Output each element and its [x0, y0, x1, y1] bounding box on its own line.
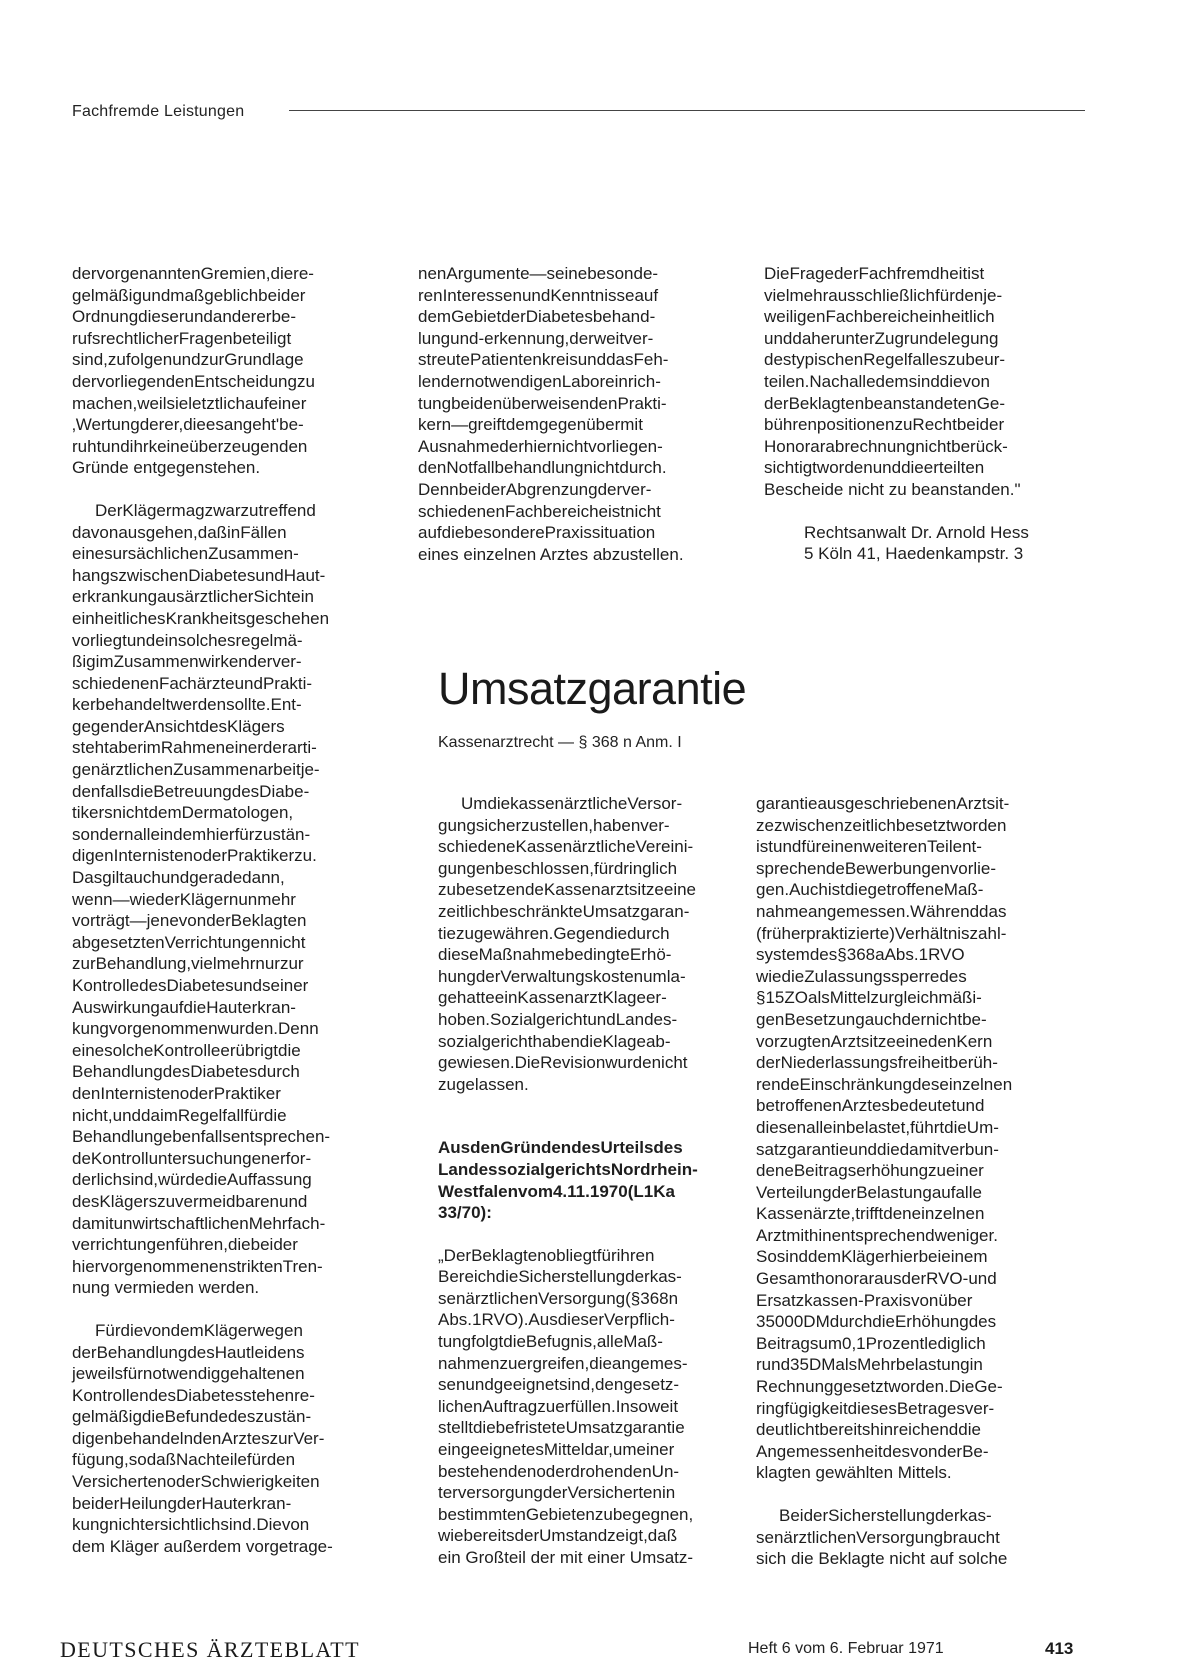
- text-line: gegenderAnsichtdesKlägers: [72, 716, 285, 736]
- text-line: AusdenGründendesUrteilsdes: [438, 1138, 683, 1158]
- text-line: gungenbeschlossen,fürdringlich: [438, 858, 678, 878]
- text-line: aufdiebesonderePraxissituation: [418, 523, 656, 543]
- text-line: Bescheide nicht zu beanstanden.": [764, 479, 1021, 499]
- text-line: eines einzelnen Arztes abzustellen.: [418, 544, 684, 564]
- text-line: digenInternistenoderPraktikerzu.: [72, 846, 317, 866]
- text-line: nahmenzuergreifen,dieangemes-: [438, 1353, 688, 1373]
- text-line: diesenalleinbelastet,führtdieUm-: [756, 1117, 999, 1137]
- column-1-para-2: [72, 500, 390, 1299]
- text-line: Beitragsum0,1Prozentlediglich: [756, 1333, 986, 1353]
- text-line: derlichsind,würdedieAuffassung: [72, 1170, 312, 1190]
- text-line: DieFragederFachfremdheitist: [764, 264, 985, 283]
- article-subtitle: Kassenarztrecht — § 368 n Anm. I: [438, 734, 682, 751]
- text-line: senärztlichenVersorgungbraucht: [756, 1527, 1000, 1547]
- text-line: schiedenenFachbereicheistnicht: [418, 501, 661, 521]
- text-line: erkrankungausärztlicherSichtein: [72, 587, 314, 607]
- column-3: [764, 263, 1085, 565]
- text-line: davonausgehen,daßinFällen: [72, 522, 287, 542]
- text-line: 33/70):: [438, 1203, 492, 1223]
- text-line: BeiderSicherstellungderkas-: [779, 1506, 992, 1525]
- text-line: SosinddemKlägerhierbeieinem: [756, 1247, 988, 1267]
- text-line: denNotfallbehandlungnichtdurch.: [418, 458, 667, 478]
- text-line: sind,zufolgenundzurGrundlage: [72, 350, 304, 370]
- text-line: fügung,sodaßNachteilefürden: [72, 1450, 296, 1470]
- header-rule: [289, 110, 1085, 111]
- column-1-para-1: [72, 263, 390, 479]
- text-line: damitunwirtschaftlichenMehrfach-: [72, 1213, 326, 1233]
- text-line: tiezugewähren.Gegendiedurch: [438, 923, 670, 943]
- text-line: satzgarantieunddiedamitverbun-: [756, 1139, 999, 1159]
- text-line: gewiesen.DieRevisionwurdenicht: [438, 1053, 688, 1073]
- article-intro: [438, 793, 736, 1095]
- text-line: bestehendenoderdrohendenUn-: [438, 1461, 680, 1481]
- text-line: vorträgt—jenevonderBeklagten: [72, 911, 307, 931]
- text-line: streutePatientenkreisunddasFeh-: [418, 350, 669, 370]
- text-line: terversorgungderVersichertenin: [438, 1483, 676, 1503]
- column-2: [418, 263, 734, 565]
- ruling-quote: [438, 1245, 736, 1569]
- text-line: sozialgerichthabendieKlageab-: [438, 1031, 671, 1051]
- text-line: AngemessenheitdesvonderBe-: [756, 1441, 989, 1461]
- text-line: eingeeignetesMitteldar,umeiner: [438, 1440, 675, 1460]
- text-line: derNiederlassungsfreiheitberüh-: [756, 1053, 998, 1073]
- text-line: zurBehandlung,vielmehrnurzur: [72, 954, 304, 974]
- text-line: hungderVerwaltungskostenumla-: [438, 966, 686, 986]
- text-line: VerteilungderBelastungaufalle: [756, 1182, 982, 1202]
- text-line: rund35DMalsMehrbelastungin: [756, 1355, 983, 1375]
- text-line: destypischenRegelfalleszubeur-: [764, 350, 1006, 370]
- text-line: KontrollendesDiabetesstehenre-: [72, 1385, 315, 1405]
- text-line: 5 Köln 41, Haedenkampstr. 3: [804, 544, 1024, 564]
- text-line: demGebietderDiabetesbehand-: [418, 307, 656, 327]
- text-line: LandessozialgerichtsNordrhein-: [438, 1159, 698, 1179]
- text-line: ringfügigkeitdiesesBetragesver-: [756, 1398, 995, 1418]
- text-line: hiervorgenommenenstriktenTren-: [72, 1256, 323, 1276]
- text-line: sondernalleindemhierfürzustän-: [72, 824, 311, 844]
- text-line: §15ZOalsMittelzurgleichmäßi-: [756, 988, 982, 1008]
- text-line: tungfolgtdieBefugnis,alleMaß-: [438, 1332, 663, 1352]
- text-line: Dasgiltauchundgeradedann,: [72, 868, 285, 888]
- text-line: gelmäßigundmaßgeblichbeider: [72, 285, 306, 305]
- text-line: UmdiekassenärztlicheVersor-: [461, 794, 683, 813]
- text-line: stelltdiebefristeteUmsatzgarantie: [438, 1418, 685, 1438]
- column-2-text: [418, 263, 734, 565]
- column-1-para-3: [72, 1320, 390, 1558]
- text-line: rufsrechtlicherFragenbeteiligt: [72, 328, 292, 348]
- text-line: abgesetztenVerrichtungennicht: [72, 932, 306, 952]
- text-line: deutlichtbereitshinreichenddie: [756, 1420, 981, 1440]
- text-line: denInternistenoderPraktiker: [72, 1083, 281, 1103]
- text-line: wiebereitsderUmstandzeigt,daß: [438, 1526, 678, 1546]
- text-line: Abs.1RVO).AusdieserVerpflich-: [438, 1310, 675, 1330]
- text-line: stehtaberimRahmeneinerderarti-: [72, 738, 317, 758]
- text-line: Ordnungdieserundandererbe-: [72, 307, 297, 327]
- text-line: tungbeidenüberweisendenPrakti-: [418, 393, 667, 413]
- text-line: FürdievondemKlägerwegen: [95, 1320, 303, 1340]
- text-line: denfallsdieBetreuungdesDiabe-: [72, 781, 310, 801]
- text-line: ein Großteil der mit einer Umsatz-: [438, 1548, 694, 1567]
- text-line: ruhtundihrkeineüberzeugenden: [72, 436, 308, 456]
- text-line: tikersnichtdemDermatologen,: [72, 803, 294, 823]
- column-5-para-2: [756, 1505, 1076, 1570]
- text-line: gelmäßigdieBefundedeszustän-: [72, 1407, 312, 1427]
- text-line: wenn—wiederKlägernunmehr: [72, 889, 296, 909]
- text-line: systemdes§368aAbs.1RVO: [756, 945, 965, 965]
- text-line: lichenAuftragzuerfüllen.Insoweit: [438, 1396, 679, 1416]
- text-line: „DerBeklagtenobliegtfürihren: [438, 1245, 655, 1265]
- text-line: nenArgumente—seinebesonde-: [418, 264, 659, 283]
- text-line: gen.AuchistdiegetroffeneMaß-: [756, 880, 984, 900]
- text-line: klagten gewählten Mittels.: [756, 1463, 952, 1483]
- text-line: schiedenenFachärzteundPrakti-: [72, 673, 313, 693]
- text-line: AuswirkungaufdieHauterkran-: [72, 997, 296, 1017]
- column-3-text: [764, 263, 1085, 501]
- text-line: Ersatzkassen-Praxisvonüber: [756, 1290, 973, 1310]
- text-line: Arztmithinentsprechendweniger.: [756, 1225, 998, 1245]
- text-line: Behandlungebenfallsentsprechen-: [72, 1127, 331, 1147]
- text-line: rendeEinschränkungdeseinzelnen: [756, 1074, 1013, 1094]
- text-line: ‚Wertungderer,dieesangeht'be-: [72, 415, 304, 435]
- text-line: lungund-erkennung,derweitver-: [418, 328, 654, 348]
- text-line: genärztlichenZusammenarbeitje-: [72, 760, 320, 780]
- text-line: betroffenenArztesbedeutetund: [756, 1096, 985, 1116]
- text-line: kerbehandeltwerdensollte.Ent-: [72, 695, 302, 715]
- text-line: vorzugtenArztsitzeeinedenKern: [756, 1031, 993, 1051]
- text-line: unddaherunterZugrundelegung: [764, 328, 999, 348]
- author-signature: [764, 522, 1085, 565]
- column-5: [756, 793, 1076, 1570]
- text-line: BereichdieSicherstellungderkas-: [438, 1267, 682, 1287]
- text-line: weiligenFachbereicheinheitlich: [764, 307, 995, 327]
- text-line: KontrolledesDiabetesundseiner: [72, 976, 309, 995]
- text-line: digenbehandelndenArzteszurVer-: [72, 1428, 325, 1448]
- text-line: zubesetzendeKassenarztsitzeeine: [438, 880, 697, 900]
- text-line: nahmeangemessen.Währenddas: [756, 901, 1007, 921]
- page-number: 413: [1045, 1639, 1074, 1658]
- text-line: dervorgenanntenGremien,diere-: [72, 264, 314, 283]
- text-line: sprechendeBewerbungenvorlie-: [756, 858, 997, 878]
- text-line: garantieausgeschriebenenArztsit-: [756, 794, 1010, 813]
- text-line: DennbeiderAbgrenzungderver-: [418, 479, 652, 499]
- text-line: (früherpraktizierte)Verhältniszahl-: [756, 923, 1007, 943]
- text-line: jeweilsfürnotwendiggehaltenen: [72, 1364, 305, 1384]
- text-line: dervorliegendenEntscheidungzu: [72, 371, 315, 391]
- text-line: zezwischenzeitlichbesetztworden: [756, 815, 1007, 835]
- text-line: derBeklagtenbeanstandetenGe-: [764, 393, 1006, 413]
- text-line: VersichertenoderSchwierigkeiten: [72, 1472, 320, 1492]
- text-line: sichtigtwordenunddieerteilten: [764, 458, 985, 478]
- text-line: dem Kläger außerdem vorgetrage-: [72, 1536, 333, 1556]
- text-line: hoben.SozialgerichtundLandes-: [438, 1009, 678, 1029]
- text-line: kern—greiftdemgegenübermit: [418, 415, 643, 435]
- text-line: hangszwischenDiabetesundHaut-: [72, 565, 326, 585]
- running-header: Fachfremde Leistungen: [72, 103, 245, 120]
- article-title: Umsatzgarantie: [438, 663, 747, 714]
- text-line: GesamthonorarausderRVO-und: [756, 1269, 997, 1289]
- text-line: nung vermieden werden.: [72, 1278, 260, 1298]
- text-line: machen,weilsieletztlichaufeiner: [72, 393, 307, 413]
- text-line: DerKlägermagzwarzutreffend: [95, 500, 316, 520]
- text-line: Westfalenvom4.11.1970(L1Ka: [438, 1181, 675, 1201]
- text-line: vorliegtundeinsolchesregelmä-: [72, 630, 303, 650]
- text-line: einesursächlichenZusammen-: [72, 544, 299, 564]
- text-line: deKontrolluntersuchungenerfor-: [72, 1148, 312, 1168]
- text-line: schiedeneKassenärztlicheVereini-: [438, 837, 694, 857]
- text-line: lendernotwendigenLaboreinrich-: [418, 371, 661, 391]
- text-line: istundfüreinenweiterenTeilent-: [756, 837, 982, 857]
- text-line: gungsicherzustellen,habenver-: [438, 815, 670, 835]
- text-line: verrichtungenführen,diebeider: [72, 1235, 298, 1255]
- text-line: senundgeeignetsind,dengesetz-: [438, 1375, 680, 1395]
- text-line: deneBeitragserhöhungzueiner: [756, 1161, 984, 1181]
- text-line: dieseMaßnahmebedingteErhö-: [438, 945, 672, 965]
- issue-date: Heft 6 vom 6. Februar 1971: [748, 1640, 944, 1657]
- text-line: BehandlungdesDiabetesdurch: [72, 1062, 300, 1082]
- column-4: [438, 793, 736, 1569]
- text-line: ßigimZusammenwirkenderver-: [72, 652, 302, 672]
- text-line: Rechnunggesetztworden.DieGe-: [756, 1377, 1003, 1397]
- text-line: teilen.Nachalledemsinddievon: [764, 371, 990, 391]
- column-5-para-1: [756, 793, 1076, 1484]
- text-line: genBesetzungauchdernichtbe-: [756, 1009, 987, 1029]
- text-line: einheitlichesKrankheitsgeschehen: [72, 608, 330, 628]
- text-line: senärztlichenVersorgung(§368n: [438, 1288, 679, 1308]
- text-line: Gründe entgegenstehen.: [72, 458, 261, 478]
- text-line: vielmehrausschließlichfürdenje-: [764, 285, 1003, 305]
- text-line: derBehandlungdesHautleidens: [72, 1342, 305, 1362]
- text-line: bührenpositionenzuRechtbeider: [764, 415, 1005, 435]
- text-line: nicht,unddaimRegelfallfürdie: [72, 1105, 287, 1125]
- text-line: bestimmtenGebietenzubegegnen,: [438, 1504, 694, 1524]
- text-line: kungvorgenommenwurden.Denn: [72, 1019, 319, 1039]
- journal-name: DEUTSCHES ÄRZTEBLATT: [60, 1637, 360, 1662]
- text-line: sich die Beklagte nicht auf solche: [756, 1549, 1008, 1569]
- text-line: gehatteeinKassenarztKlageer-: [438, 988, 667, 1008]
- text-line: einesolcheKontrolleerübrigtdie: [72, 1040, 301, 1060]
- text-line: Honorarabrechnungnichtberück-: [764, 436, 1008, 456]
- ruling-heading: [438, 1137, 736, 1223]
- text-line: kungnichtersichtlichsind.Dievon: [72, 1515, 310, 1535]
- text-line: Rechtsanwalt Dr. Arnold Hess: [804, 522, 1029, 542]
- text-line: Ausnahmederhiernichtvorliegen-: [418, 436, 663, 456]
- text-line: beiderHeilungderHauterkran-: [72, 1493, 292, 1513]
- column-1: [72, 263, 390, 1557]
- text-line: zeitlichbeschränkteUmsatzgaran-: [438, 901, 690, 921]
- text-line: renInteressenundKenntnisseauf: [418, 285, 659, 305]
- text-line: wiedieZulassungssperredes: [756, 966, 967, 986]
- text-line: Kassenärzte,trifftdeneinzelnen: [756, 1204, 985, 1224]
- text-line: 35000DMdurchdieErhöhungdes: [756, 1312, 997, 1332]
- text-line: desKlägerszuvermeidbarenund: [72, 1191, 308, 1211]
- text-line: zugelassen.: [438, 1074, 529, 1094]
